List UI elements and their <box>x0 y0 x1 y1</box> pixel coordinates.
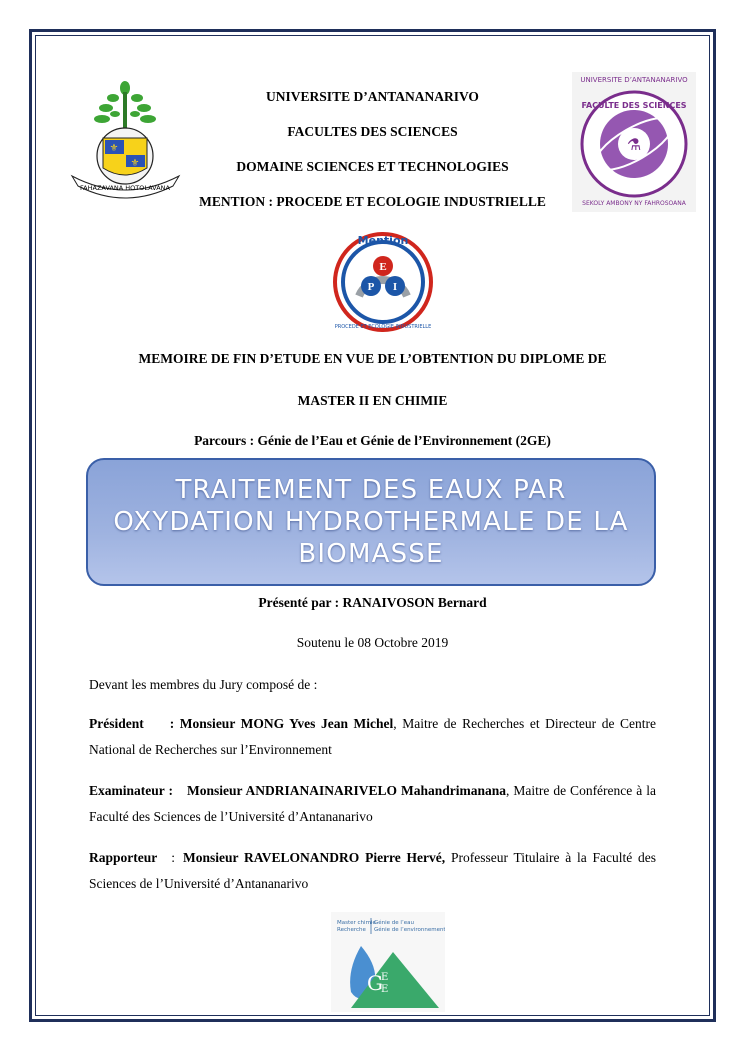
mention-name: MENTION : PROCEDE ET ECOLOGIE INDUSTRIELLE <box>199 194 546 209</box>
university-motto: FAHAZAVANA HOTOLAVANA <box>80 184 170 192</box>
mention-logo-ring: PROCEDE ET ECOLOGIE INDUSTRIELLE <box>334 324 432 330</box>
logo-genie-eau: Génie de l’eau <box>374 920 414 926</box>
president-name: : Monsieur MONG Yves Jean Michel <box>169 716 394 731</box>
examiner-name: Monsieur ANDRIANAINARIVELO Mahandrimanana <box>186 783 506 798</box>
reporter-sep: : <box>171 850 176 865</box>
mention-logo-top: Mention <box>357 234 409 247</box>
thesis-title-line-2: OXYDATION HYDROTHERMALE DE LA <box>113 507 629 537</box>
logo-mark-e1: E <box>381 972 389 983</box>
university-name: UNIVERSITE D’ANTANANARIVO <box>266 89 479 104</box>
examiner-desc: , Maitre de Conférence à la Faculté des Sciences de l’Université d’Antananarivo <box>89 783 656 824</box>
memoire-line-1: MEMOIRE DE FIN D’ETUDE EN VUE DE L’OBTENTION DU DIPLOME DE <box>138 351 607 366</box>
logo-recherche: Recherche <box>337 927 366 933</box>
examiner-role: Examinateur : <box>89 783 173 798</box>
mention-letter-e: E <box>379 261 387 273</box>
memoire-line-2: MASTER II EN CHIMIE <box>297 393 448 408</box>
thesis-title-line-1: TRAITEMENT DES EAUX PAR <box>175 475 567 505</box>
svg-text:⚜: ⚜ <box>109 143 119 154</box>
president-role: Président <box>89 716 144 731</box>
master-2ge-logo <box>331 912 445 1012</box>
parcours: Parcours : Génie de l’Eau et Génie de l’Environnement (2GE) <box>194 433 551 448</box>
logo-mark-e2: E <box>381 984 389 995</box>
faculty-logo-top: UNIVERSITE D’ANTANANARIVO <box>580 76 688 84</box>
faculty-ring-bottom: SEKOLY AMBONY NY FAHROSOANA <box>582 200 686 207</box>
svg-text:⚗: ⚗ <box>626 137 642 154</box>
logo-genie-env: Génie de l’environnement <box>374 927 445 933</box>
faculty-ring-top: FACULTE DES SCIENCES <box>581 101 687 110</box>
thesis-title <box>103 474 638 570</box>
defense-date: Soutenu le 08 Octobre 2019 <box>296 635 449 650</box>
thesis-title-line-3: BIOMASSE <box>298 539 444 569</box>
faculty-name: FACULTES DES SCIENCES <box>287 124 458 139</box>
domain-name: DOMAINE SCIENCES ET TECHNOLOGIES <box>236 159 509 174</box>
jury-examiner <box>89 778 656 830</box>
thesis-title-box <box>86 458 656 586</box>
reporter-name: Monsieur RAVELONANDRO Pierre Hervé, <box>183 850 446 865</box>
mention-letter-p: P <box>367 281 375 293</box>
logo-mark-g: G <box>367 971 383 995</box>
reporter-role: Rapporteur <box>89 850 158 865</box>
logo-master-chimie: Master chimie <box>337 920 376 926</box>
president-desc: , Maitre de Recherches et Directeur de Centre National de Recherches sur l’Environnement <box>89 716 656 757</box>
mention-letter-i: I <box>392 281 398 293</box>
presented-by: Présenté par : RANAIVOSON Bernard <box>258 595 487 610</box>
jury-reporter <box>89 845 656 897</box>
jury-president <box>89 711 656 763</box>
mention-logo <box>329 228 437 332</box>
svg-text:⚜: ⚜ <box>130 158 140 169</box>
reporter-desc: Professeur Titulaire à la Faculté des Sciences de l’Université d’Antananarivo <box>89 850 657 891</box>
jury-intro: Devant les membres du Jury composé de : <box>89 677 318 692</box>
